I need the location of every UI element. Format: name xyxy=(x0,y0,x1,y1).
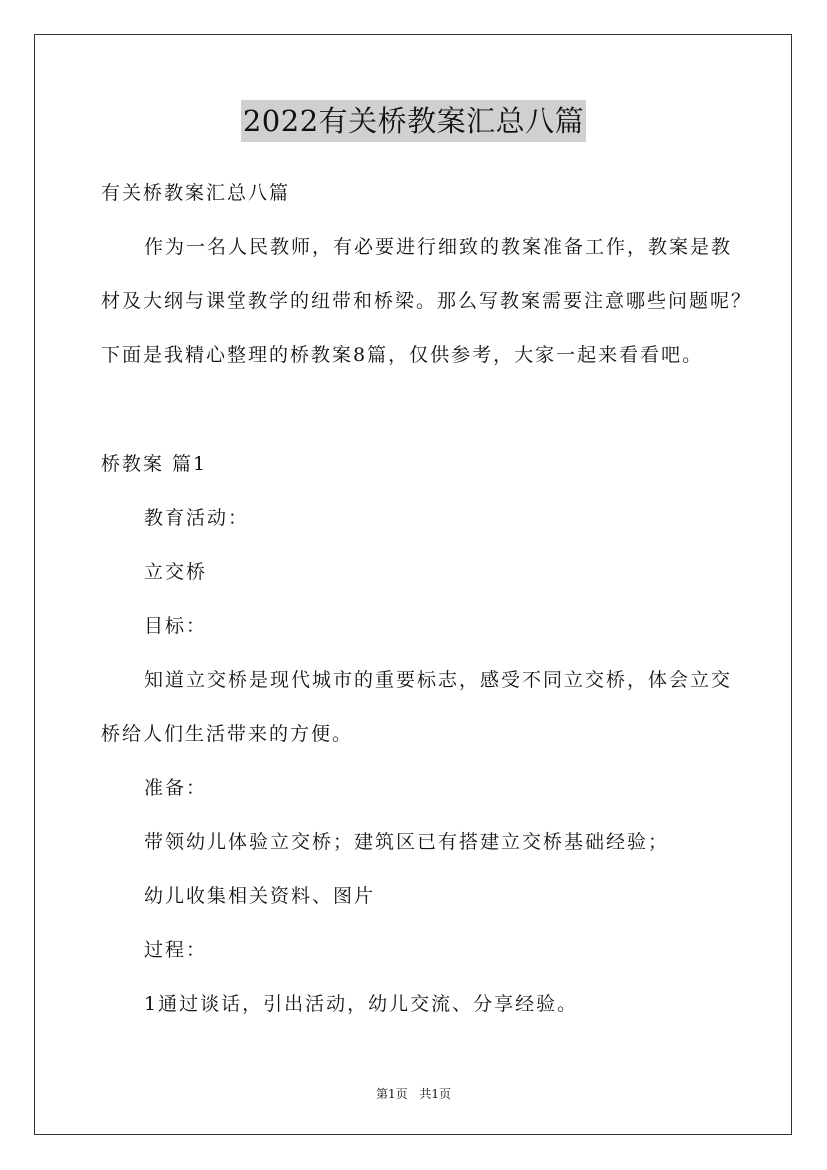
body-line: 准备： xyxy=(144,777,208,799)
document-subtitle: 有关桥教案汇总八篇 xyxy=(101,182,291,204)
page-number: 第1页 xyxy=(375,1087,408,1101)
section-heading: 桥教案 篇1 xyxy=(101,453,208,475)
page-footer xyxy=(0,1085,827,1102)
intro-line-3: 下面是我精心整理的桥教案8篇，仅供参考，大家一起来看看吧。 xyxy=(101,344,704,366)
body-line: 桥给人们生活带来的方便。 xyxy=(101,723,354,745)
page-total: 共1页 xyxy=(419,1087,452,1101)
body-line: 教育活动： xyxy=(144,507,250,529)
intro-line-1: 作为一名人民教师，有必要进行细致的教案准备工作，教案是教 xyxy=(144,236,733,258)
title-container xyxy=(0,100,827,142)
body-line: 目标： xyxy=(144,615,208,637)
body-line: 带领幼儿体验立交桥；建筑区已有搭建立交桥基础经验； xyxy=(144,831,670,853)
body-line: 1通过谈话，引出活动，幼儿交流、分享经验。 xyxy=(144,993,579,1015)
intro-line-2: 材及大纲与课堂教学的纽带和桥梁。那么写教案需要注意哪些问题呢？ xyxy=(101,290,753,312)
document-title: 2022有关桥教案汇总八篇 xyxy=(241,100,586,142)
body-line: 过程： xyxy=(144,939,208,961)
body-line: 幼儿收集相关资料、图片 xyxy=(144,885,376,907)
body-line: 立交桥 xyxy=(144,561,208,583)
body-line: 知道立交桥是现代城市的重要标志，感受不同立交桥，体会立交 xyxy=(144,669,733,691)
